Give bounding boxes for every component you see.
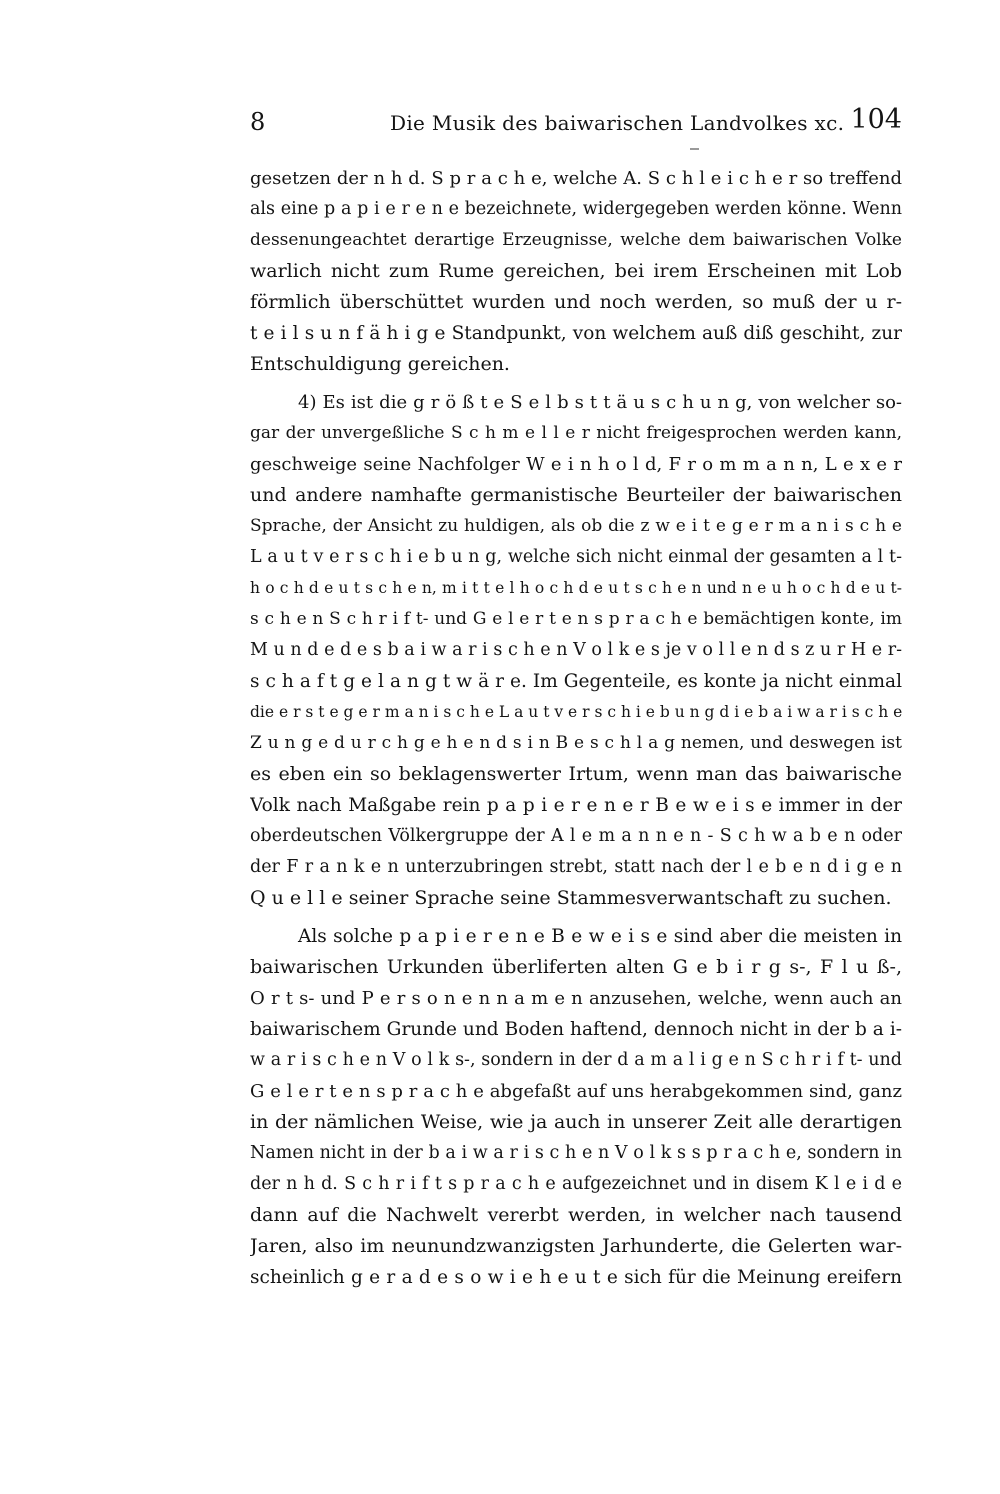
text-line: baiwarischem Grunde und Boden haftend, dennoch nicht in der b a i- [250,1019,902,1040]
text-line: gar der unvergeßliche S c h m e l l e r nicht freigesprochen werden kann, [250,423,902,443]
text-line: und andere namhafte germanistische Beurteiler der baiwarischen [250,484,902,506]
text-line: 4) Es ist die g r ö ß t e S e l b s t t ä u s c h u n g, von welcher so- [298,392,902,413]
text-line: M u n d e d e s b a i w a r i s c h e n V o l k e s je v o l l e n d s z u r H e r- [250,640,902,660]
text-line: s c h a f t g e l a n g t w ä r e. Im Gegenteile, es konte ja nicht einmal [250,671,902,692]
text-line: Volk nach Maßgabe rein p a p i e r e n e r B e w e i s e immer in der [250,795,902,816]
text-line: G e l e r t e n s p r a c h e abgefaßt auf uns herabgekommen sind, ganz [250,1081,902,1102]
text-line: förmlich überschüttet wurden und noch werden, so muß der u r- [250,291,902,313]
text-line: dann auf die Nachwelt vererbt werden, in welcher nach tausend [250,1204,902,1226]
running-head [250,104,902,138]
text-line: Z u n g e d u r c h g e h e n d s i n B e s c h l a g nemen, und deswegen ist [250,733,902,753]
text-line: die e r s t e g e r m a n i s c h e L a u t v e r s c h i e b u n g d i e b a i w a r i s c h e [250,703,902,721]
text-line: Entschuldigung gereichen. [250,353,510,375]
text-line: oberdeutschen Völkergruppe der A l e m a n n e n - S c h w a b e n oder [250,826,902,846]
text-line: Als solche p a p i e r e n e B e w e i s e sind aber die meisten in [298,926,902,947]
page-number-right: 104 [850,104,902,135]
text-line: O r t s- und P e r s o n e n n a m e n anzusehen, welche, wenn auch an [250,988,902,1009]
text-line: dessenungeachtet derartige Erzeugnisse, welche dem baiwarischen Volke [250,230,902,250]
paragraph-2 [250,387,902,914]
text-line: Q u e l l e seiner Sprache seine Stammesverwantschaft zu suchen. [250,887,892,909]
text-line: Jaren, also im neunundzwanzigsten Jarhunderte, die Gelerten war- [250,1235,902,1257]
body-text [250,163,902,1293]
text-line: der F r a n k e n unterzubringen strebt, statt nach der l e b e n d i g e n [250,857,902,877]
text-line: warlich nicht zum Rume gereichen, bei irem Erscheinen mit Lob [250,260,902,282]
text-line: geschweige seine Nachfolger W e i n h o l d, F r o m m a n n, L e x e r [250,454,902,475]
running-title: Die Musik des baiwarischen Landvolkes xc. [390,111,845,135]
text-line: es eben ein so beklagenswerter Irtum, wenn man das baiwarische [250,763,902,785]
paragraph-1 [250,163,902,380]
text-line: Namen nicht in der b a i w a r i s c h e n V o l k s s p r a c h e, sondern in [250,1143,902,1163]
text-line: t e i l s u n f ä h i g e Standpunkt, von welchem auß diß geschiht, zur [250,323,902,344]
text-line: baiwarischen Urkunden überliferten alten G e b i r g s-, F l u ß-, [250,956,902,978]
text-line: scheinlich g e r a d e s o w i e h e u t e sich für die Meinung ereifern [250,1267,902,1288]
text-line: h o c h d e u t s c h e n, m i t t e l h o c h d e u t s c h e n und n e u h o c h d e u t- [250,579,902,597]
page-number-left: 8 [250,108,266,136]
text-line: Sprache, der Ansicht zu huldigen, als ob die z w e i t e g e r m a n i s c h e [250,516,902,536]
text-line: in der nämlichen Weise, wie ja auch in unserer Zeit alle derartigen [250,1111,902,1133]
text-line: s c h e n S c h r i f t- und G e l e r t e n s p r a c h e bemächtigen konte, im [250,609,902,629]
text-line: L a u t v e r s c h i e b u n g, welche sich nicht einmal der gesamten a l t- [250,547,902,567]
paragraph-3 [250,921,902,1293]
print-mark [690,148,699,150]
text-line: als eine p a p i e r e n e bezeichnete, widergegeben werden könne. Wenn [250,199,902,219]
text-line: der n h d. S c h r i f t s p r a c h e aufgezeichnet und in disem K l e i d e [250,1174,902,1194]
text-line: gesetzen der n h d. S p r a c h e, welche A. S c h l e i c h e r so treffend [250,168,902,189]
text-line: w a r i s c h e n V o l k s-, sondern in der d a m a l i g e n S c h r i f t- und [250,1050,902,1070]
